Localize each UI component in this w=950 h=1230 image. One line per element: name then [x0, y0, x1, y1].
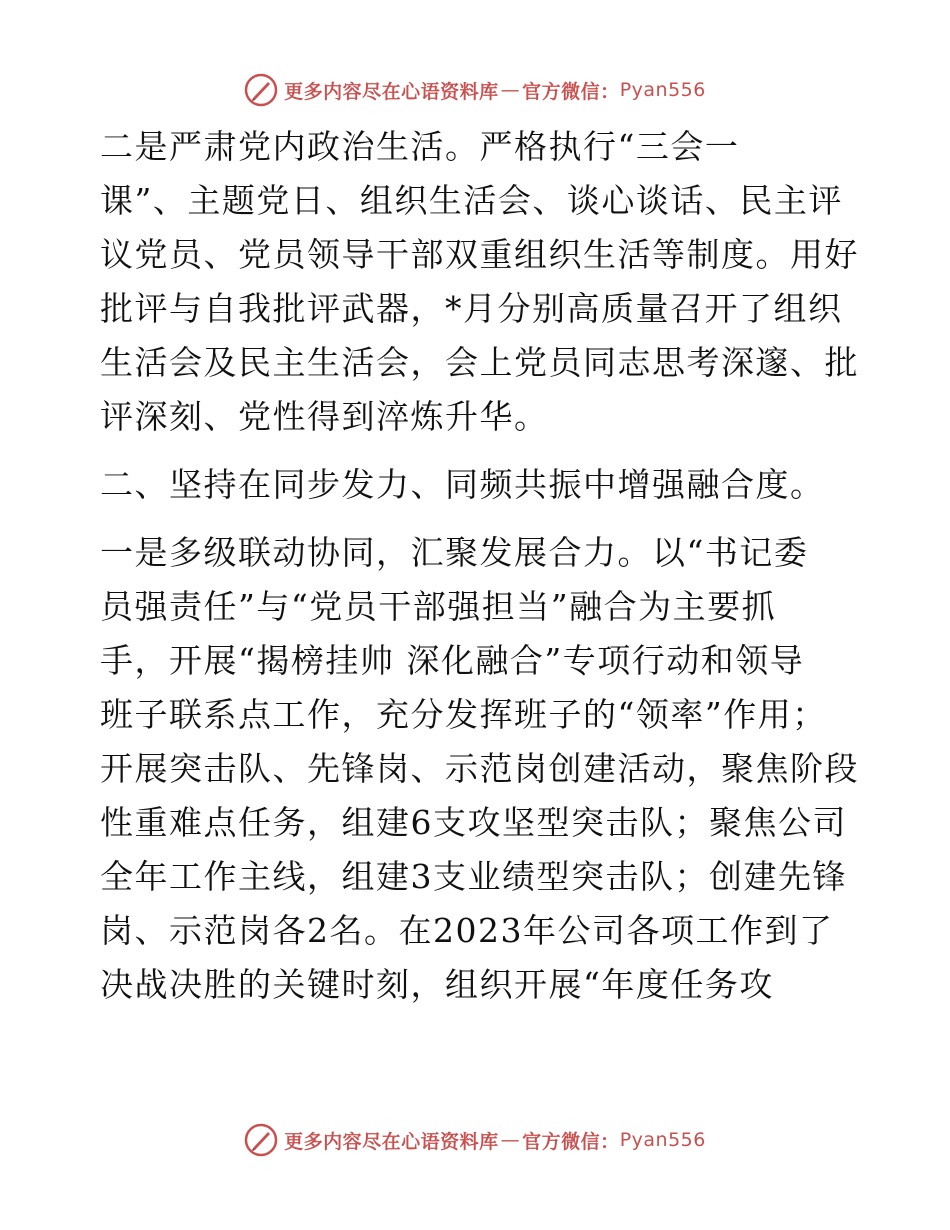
text-line: 班子联系点工作，充分发挥班子的“领率”作用； — [100, 695, 827, 734]
text-line: 手，开展“揭榜挂帅 深化融合”专项行动和领导 — [100, 641, 805, 680]
text-line: 一是多级联动协同，汇聚发展合力。以“书记委 — [100, 533, 809, 572]
watermark-dash: — — [500, 1129, 521, 1151]
document-body — [100, 120, 859, 1012]
text-line: 评深刻、党性得到淬炼升华。 — [100, 397, 549, 436]
watermark-text: 更多内容尽在心语资料库 — [284, 80, 499, 103]
quill-logo-icon — [244, 1123, 278, 1157]
section-heading — [100, 458, 852, 512]
text-line: 批评与自我批评武器，*月分别高质量召开了组织 — [100, 289, 843, 328]
footer-watermark — [0, 1120, 950, 1160]
watermark-dash: — — [500, 79, 521, 101]
text-line: 全年工作主线，组建3支业绩型突击队；创建先锋 — [100, 857, 847, 896]
text-line: 课”、主题党日、组织生活会、谈心谈话、民主评 — [100, 181, 843, 220]
watermark-official: 官方微信： — [522, 1130, 620, 1153]
watermark-handle: Pyan556 — [619, 79, 706, 101]
text-line: 岗、示范岗各2名。在2023年公司各项工作到了 — [100, 911, 834, 950]
watermark-handle: Pyan556 — [619, 1129, 706, 1151]
text-line: 二是严肃党内政治生活。严格执行“三会一 — [100, 127, 740, 166]
text-line: 开展突击队、先锋岗、示范岗创建活动，聚焦阶段 — [100, 749, 859, 788]
paragraph-political-life — [100, 120, 859, 444]
text-line: 二、坚持在同步发力、同频共振中增强融合度。 — [100, 465, 825, 504]
watermark-official: 官方微信： — [522, 80, 620, 103]
quill-logo-icon — [244, 73, 278, 107]
watermark-text: 更多内容尽在心语资料库 — [284, 1130, 499, 1153]
text-line: 员强责任”与“党员干部强担当”融合为主要抓 — [100, 587, 777, 626]
text-line: 议党员、党员领导干部双重组织生活等制度。用好 — [100, 235, 859, 274]
text-line: 性重难点任务，组建6支攻坚型突击队；聚焦公司 — [100, 803, 847, 842]
header-watermark — [0, 70, 950, 110]
text-line: 生活会及民主生活会，会上党员同志思考深邃、批 — [100, 343, 859, 382]
text-line: 决战决胜的关键时刻，组织开展“年度任务攻 — [100, 965, 774, 1004]
paragraph-coordination — [100, 526, 859, 1012]
